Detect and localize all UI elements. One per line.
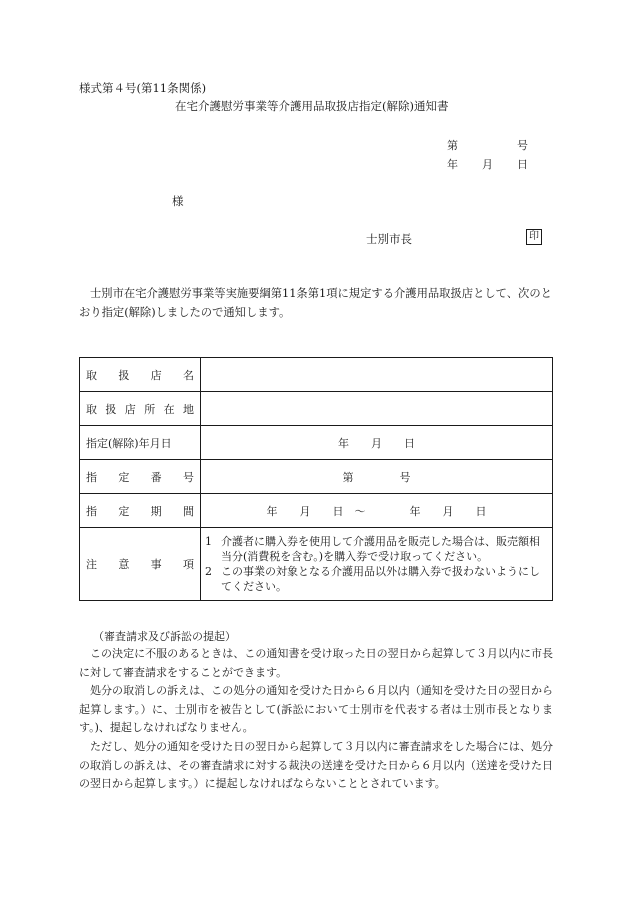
designation-number-suffix: 号 bbox=[399, 470, 411, 484]
issue-month: 月 bbox=[482, 158, 493, 171]
seal-mark: 印 bbox=[526, 229, 542, 245]
notice-body: 士別市在宅介護慰労事業等実施要綱第11条第1項に規定する介護用品取扱店として、次のとおり指定(解除)しましたので通知します。 bbox=[79, 287, 552, 319]
designation-number-value bbox=[201, 460, 553, 494]
designation-date-value: 年 月 日 bbox=[201, 426, 553, 460]
issue-number-suffix: 号 bbox=[517, 139, 528, 152]
appeal-paragraph: この決定に不服のあるときは、この通知書を受け取った日の翌日から起算して３月以内に市長に対して審査請求をすることができます。 bbox=[79, 647, 553, 679]
caution-item bbox=[205, 564, 546, 594]
caution-item-number: 2 bbox=[205, 565, 212, 578]
appeal-paragraph: ただし、処分の通知を受けた日の翌日から起算して３月以内に審査請求をした場合には、処分の取消しの訴えは、その審査請求に対する裁決の送達を受けた日から６月以内（送達を受けた日の翌日から起算します。）に提起しなければならないこととされています。 bbox=[79, 740, 553, 790]
store-address-value bbox=[201, 392, 553, 426]
store-name-value bbox=[201, 358, 553, 392]
designation-period-label: 指 定 期 間 bbox=[80, 494, 201, 528]
caution-item-text: この事業の対象となる介護用品以外は購入券で扱わないようにしてください。 bbox=[221, 565, 540, 593]
designation-number-prefix: 第 bbox=[342, 470, 354, 484]
designation-date-label: 指定(解除)年月日 bbox=[80, 426, 201, 460]
caution-value bbox=[201, 528, 553, 601]
issue-year: 年 bbox=[447, 158, 458, 171]
designation-number-label: 指 定 番 号 bbox=[80, 460, 201, 494]
addressee-honorific: 様 bbox=[172, 194, 184, 208]
caution-item-number: 1 bbox=[205, 535, 212, 548]
issue-day: 日 bbox=[517, 158, 528, 171]
appeal-heading: （審査請求及び訴訟の提起） bbox=[93, 630, 236, 643]
caution-label: 注 意 事 項 bbox=[80, 528, 201, 601]
appeal-paragraph: 処分の取消しの訴えは、この処分の通知を受けた日から６月以内（通知を受けた日の翌日から起算します。）に、士別市を被告として(訴訟において士別市を代表する者は士別市長となります。)、提起しなければなりません。 bbox=[79, 684, 553, 734]
issuer-title: 士別市長 bbox=[366, 232, 412, 246]
form-number: 様式第４号(第11条関係) bbox=[79, 81, 207, 95]
caution-item bbox=[205, 534, 546, 564]
caution-item-text: 介護者に購入券を使用して介護用品を販売した場合は、販売額相当分(消費税を含む。)を購入券で受け取ってください。 bbox=[221, 535, 540, 563]
designation-table bbox=[79, 357, 553, 601]
store-address-label: 取扱店所在地 bbox=[80, 392, 201, 426]
designation-period-value: 年 月 日 ～ 年 月 日 bbox=[201, 494, 553, 528]
issue-number-prefix: 第 bbox=[447, 139, 458, 152]
document-title: 在宅介護慰労事業等介護用品取扱店指定(解除)通知書 bbox=[175, 99, 449, 113]
store-name-label: 取 扱 店 名 bbox=[80, 358, 201, 392]
